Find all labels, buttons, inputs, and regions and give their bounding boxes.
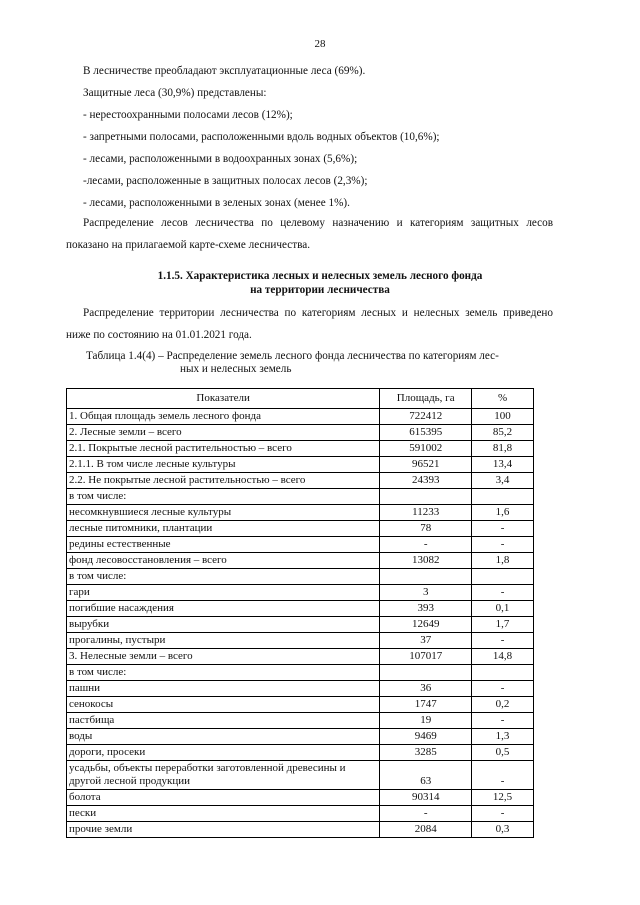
table-row <box>67 665 534 681</box>
paragraph-territory: Распределение территории лесничества по категориям лесных и нелесных земель приведено ниже по состоянию на 01.01.2021 года. <box>66 307 553 341</box>
table-caption <box>86 350 556 376</box>
cell-indicator: в том числе: <box>67 665 380 681</box>
cell-percent: 3,4 <box>472 473 534 489</box>
table-row <box>67 633 534 649</box>
cell-percent <box>472 569 534 585</box>
table-row <box>67 585 534 601</box>
cell-percent: 0,3 <box>472 822 534 838</box>
cell-percent <box>472 489 534 505</box>
list-item-protective-strips: -лесами, расположенные в защитных полосах лесов (2,3%); <box>83 175 368 187</box>
cell-percent: 14,8 <box>472 649 534 665</box>
cell-indicator: 1. Общая площадь земель лесного фонда <box>67 409 380 425</box>
table-row <box>67 729 534 745</box>
list-item-restricted-strips: - запретными полосами, расположенными вдоль водных объектов (10,6%); <box>83 131 440 143</box>
cell-indicator: пашни <box>67 681 380 697</box>
cell-area: 3285 <box>380 745 472 761</box>
cell-percent: 1,8 <box>472 553 534 569</box>
cell-indicator: 3. Нелесные земли – всего <box>67 649 380 665</box>
table-row <box>67 489 534 505</box>
header-indicator: Показатели <box>67 389 380 409</box>
land-distribution-table <box>66 388 534 838</box>
header-area: Площадь, га <box>380 389 472 409</box>
table-row <box>67 617 534 633</box>
cell-percent: 12,5 <box>472 790 534 806</box>
cell-percent: - <box>472 713 534 729</box>
cell-area: 11233 <box>380 505 472 521</box>
section-heading-line2: на территории лесничества <box>250 284 390 296</box>
cell-indicator: воды <box>67 729 380 745</box>
page-number: 28 <box>314 38 326 50</box>
table-caption-line2: ных и нелесных земель <box>180 363 292 375</box>
cell-percent: 85,2 <box>472 425 534 441</box>
table-row <box>67 806 534 822</box>
cell-area: 107017 <box>380 649 472 665</box>
cell-area: 591002 <box>380 441 472 457</box>
cell-area: 12649 <box>380 617 472 633</box>
table-row <box>67 569 534 585</box>
table-row <box>67 697 534 713</box>
cell-indicator: несомкнувшиеся лесные культуры <box>67 505 380 521</box>
cell-indicator: 2. Лесные земли – всего <box>67 425 380 441</box>
cell-percent: - <box>472 537 534 553</box>
table-row <box>67 441 534 457</box>
table-row <box>67 553 534 569</box>
cell-area <box>380 489 472 505</box>
cell-percent: 1,3 <box>472 729 534 745</box>
table-row <box>67 601 534 617</box>
cell-area: 78 <box>380 521 472 537</box>
cell-percent: 0,2 <box>472 697 534 713</box>
section-heading-line1: 1.1.5. Характеристика лесных и нелесных земель лесного фонда <box>157 270 483 282</box>
cell-percent: - <box>472 681 534 697</box>
cell-indicator: усадьбы, объекты переработки заготовленной древесины и другой лесной продукции <box>67 761 380 790</box>
list-item-spawning: - нерестоохранными полосами лесов (12%); <box>83 109 293 121</box>
cell-indicator: гари <box>67 585 380 601</box>
cell-percent: 0,5 <box>472 745 534 761</box>
cell-indicator: болота <box>67 790 380 806</box>
table-row <box>67 790 534 806</box>
cell-percent: - <box>472 521 534 537</box>
cell-indicator: прочие земли <box>67 822 380 838</box>
table-row <box>67 745 534 761</box>
cell-area <box>380 665 472 681</box>
cell-area: - <box>380 537 472 553</box>
table-row <box>67 457 534 473</box>
list-item-green-zones: - лесами, расположенными в зеленых зонах (менее 1%). <box>83 197 350 209</box>
cell-indicator: в том числе: <box>67 489 380 505</box>
cell-percent: 13,4 <box>472 457 534 473</box>
cell-percent: - <box>472 806 534 822</box>
cell-percent: 1,6 <box>472 505 534 521</box>
cell-area: 19 <box>380 713 472 729</box>
cell-indicator: в том числе: <box>67 569 380 585</box>
table-header-row <box>67 389 534 409</box>
cell-area: 722412 <box>380 409 472 425</box>
cell-indicator: фонд лесовосстановления – всего <box>67 553 380 569</box>
cell-area: 13082 <box>380 553 472 569</box>
paragraph-distribution: Распределение лесов лесничества по целевому назначению и категориям защитных лесов показано на прилагаемой карте-схеме лесничества. <box>66 217 553 251</box>
cell-area: 63 <box>380 761 472 790</box>
cell-area: 1747 <box>380 697 472 713</box>
cell-indicator: пастбища <box>67 713 380 729</box>
cell-area: 36 <box>380 681 472 697</box>
list-item-water-protection: - лесами, расположенными в водоохранных зонах (5,6%); <box>83 153 358 165</box>
cell-percent: - <box>472 633 534 649</box>
cell-percent <box>472 665 534 681</box>
table-row <box>67 409 534 425</box>
cell-area: 2084 <box>380 822 472 838</box>
cell-area: 37 <box>380 633 472 649</box>
cell-area: 615395 <box>380 425 472 441</box>
table-caption-line1: Таблица 1.4(4) – Распределение земель лесного фонда лесничества по категориям лес- <box>86 350 499 362</box>
cell-area <box>380 569 472 585</box>
table-row <box>67 425 534 441</box>
cell-percent: 0,1 <box>472 601 534 617</box>
table-row <box>67 505 534 521</box>
table-row <box>67 649 534 665</box>
cell-indicator: погибшие насаждения <box>67 601 380 617</box>
cell-area: 393 <box>380 601 472 617</box>
cell-indicator: пески <box>67 806 380 822</box>
header-percent: % <box>472 389 534 409</box>
paragraph-exploitation: В лесничестве преобладают эксплуатационные леса (69%). <box>83 65 366 77</box>
table-row <box>67 521 534 537</box>
table-row <box>67 713 534 729</box>
cell-indicator: лесные питомники, плантации <box>67 521 380 537</box>
cell-indicator: 2.1.1. В том числе лесные культуры <box>67 457 380 473</box>
table-row <box>67 473 534 489</box>
cell-percent: 1,7 <box>472 617 534 633</box>
cell-percent: - <box>472 585 534 601</box>
cell-area: 96521 <box>380 457 472 473</box>
cell-indicator: сенокосы <box>67 697 380 713</box>
cell-percent: - <box>472 761 534 790</box>
cell-indicator: 2.1. Покрытые лесной растительностью – всего <box>67 441 380 457</box>
cell-indicator: 2.2. Не покрытые лесной растительностью – всего <box>67 473 380 489</box>
table-row <box>67 537 534 553</box>
cell-area: 90314 <box>380 790 472 806</box>
cell-indicator: редины естественные <box>67 537 380 553</box>
section-heading <box>0 269 640 297</box>
table-row <box>67 822 534 838</box>
cell-indicator: вырубки <box>67 617 380 633</box>
cell-area: - <box>380 806 472 822</box>
cell-indicator: дороги, просеки <box>67 745 380 761</box>
cell-percent: 81,8 <box>472 441 534 457</box>
cell-area: 3 <box>380 585 472 601</box>
cell-indicator: прогалины, пустыри <box>67 633 380 649</box>
table-row <box>67 681 534 697</box>
paragraph-protective: Защитные леса (30,9%) представлены: <box>83 87 267 99</box>
table-row <box>67 761 534 790</box>
cell-area: 24393 <box>380 473 472 489</box>
cell-percent: 100 <box>472 409 534 425</box>
cell-area: 9469 <box>380 729 472 745</box>
